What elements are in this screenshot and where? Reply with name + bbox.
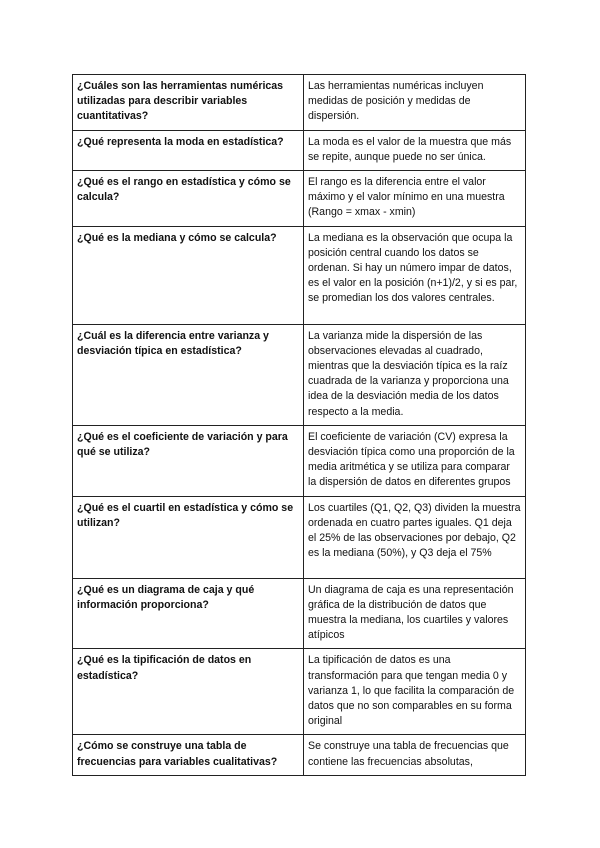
question-cell: ¿Qué es el rango en estadística y cómo se calcula? xyxy=(73,171,304,227)
answer-cell: La varianza mide la dispersión de las observaciones elevadas al cuadrado, mientras que la desviación típica es la raíz cuadrada de la varianza y proporciona una idea de la desviación media de los datos respecto a la media. xyxy=(304,324,526,425)
answer-cell: Las herramientas numéricas incluyen medidas de posición y medidas de dispersión. xyxy=(304,75,526,131)
table-row xyxy=(73,649,526,735)
table-row xyxy=(73,578,526,649)
table-row xyxy=(73,324,526,425)
table-row xyxy=(73,425,526,496)
answer-cell: Un diagrama de caja es una representación gráfica de la distribución de datos que muestra la mediana, los cuartiles y valores atípicos xyxy=(304,578,526,649)
answer-cell: Los cuartiles (Q1, Q2, Q3) dividen la muestra ordenada en cuatro partes iguales. Q1 deja el 25% de las observaciones por debajo, Q2 es la mediana (50%), y Q3 deja el 75% xyxy=(304,496,526,578)
answer-cell: La tipificación de datos es una transformación para que tengan media 0 y varianza 1, lo que facilita la comparación de datos que no son comparables en su forma original xyxy=(304,649,526,735)
answer-cell: Se construye una tabla de frecuencias que contiene las frecuencias absolutas, xyxy=(304,735,526,775)
table-row xyxy=(73,171,526,227)
table-row xyxy=(73,130,526,170)
table-row xyxy=(73,226,526,324)
answer-cell: El coeficiente de variación (CV) expresa la desviación típica como una proporción de la media aritmética y se utiliza para comparar la dispersión de datos en diferentes grupos xyxy=(304,425,526,496)
table-row xyxy=(73,75,526,131)
question-cell: ¿Qué es la tipificación de datos en estadística? xyxy=(73,649,304,735)
table-row xyxy=(73,735,526,775)
question-cell: ¿Cuáles son las herramientas numéricas utilizadas para describir variables cuantitativas? xyxy=(73,75,304,131)
answer-cell: La moda es el valor de la muestra que más se repite, aunque puede no ser única. xyxy=(304,130,526,170)
table-row xyxy=(73,496,526,578)
answer-cell: El rango es la diferencia entre el valor máximo y el valor mínimo en una muestra (Rango = xmax - xmin) xyxy=(304,171,526,227)
question-cell: ¿Cómo se construye una tabla de frecuencias para variables cualitativas? xyxy=(73,735,304,775)
answer-cell: La mediana es la observación que ocupa la posición central cuando los datos se ordenan. Si hay un número impar de datos, es el valor en la posición (n+1)/2, y si es par, se promedian los dos valores centrales. xyxy=(304,226,526,324)
flashcard-table xyxy=(72,74,526,776)
question-cell: ¿Qué es un diagrama de caja y qué información proporciona? xyxy=(73,578,304,649)
question-cell: ¿Qué es el coeficiente de variación y para qué se utiliza? xyxy=(73,425,304,496)
question-cell: ¿Qué es la mediana y cómo se calcula? xyxy=(73,226,304,324)
question-cell: ¿Qué representa la moda en estadística? xyxy=(73,130,304,170)
question-cell: ¿Cuál es la diferencia entre varianza y desviación típica en estadística? xyxy=(73,324,304,425)
question-cell: ¿Qué es el cuartil en estadística y cómo se utilizan? xyxy=(73,496,304,578)
